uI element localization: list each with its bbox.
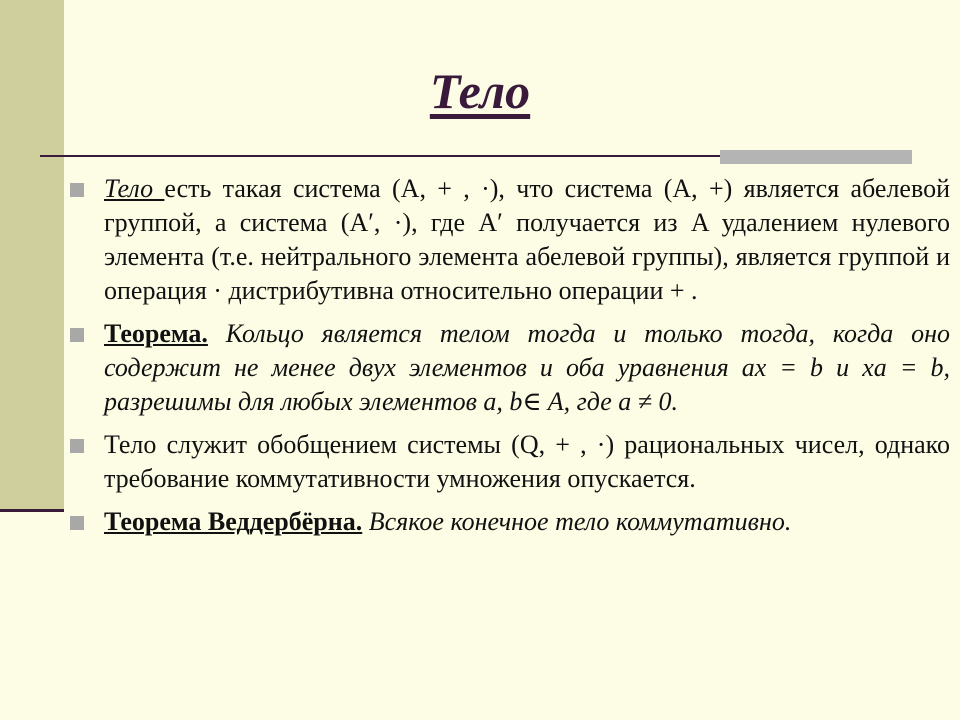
side-decoration-line [0, 509, 64, 512]
wedderburn-heading: Теорема Веддербёрна. [104, 507, 363, 536]
list-item-theorem [70, 317, 950, 419]
list-item-wedderburn [70, 505, 950, 539]
definition-text: есть такая система (A, + , ·), что система (A, +) является абелевой группой, а система (A′, ·), где A′ получается из A удалением нулевого элемента (т.е. нейтрального элемента абелевой группы), является группой и операция · дистрибутивна относительно операции + . [104, 174, 950, 305]
bullet-square-icon [70, 516, 84, 530]
slide-content [70, 172, 950, 548]
remark-text: Тело служит обобщением системы (Q, + , ·) рациональных чисел, однако требование коммутативности умножения опускается. [104, 430, 950, 493]
theorem-text: Кольцо является телом тогда и только тогда, когда оно содержит не менее двух элементов и оба уравнения ax = b и xa = b, разрешимы для любых элементов a, b∈ A, где a ≠ 0. [104, 319, 950, 416]
definition-term: Тело [104, 174, 165, 203]
bullet-square-icon [70, 328, 84, 342]
list-item-definition [70, 172, 950, 308]
title-divider-accent [720, 150, 912, 164]
wedderburn-text: Всякое конечное тело коммутативно. [362, 507, 792, 536]
list-item-remark [70, 428, 950, 496]
bullet-square-icon [70, 439, 84, 453]
slide-title: Тело [429, 63, 531, 119]
theorem-heading: Теорема. [104, 319, 208, 348]
bullet-square-icon [70, 183, 84, 197]
